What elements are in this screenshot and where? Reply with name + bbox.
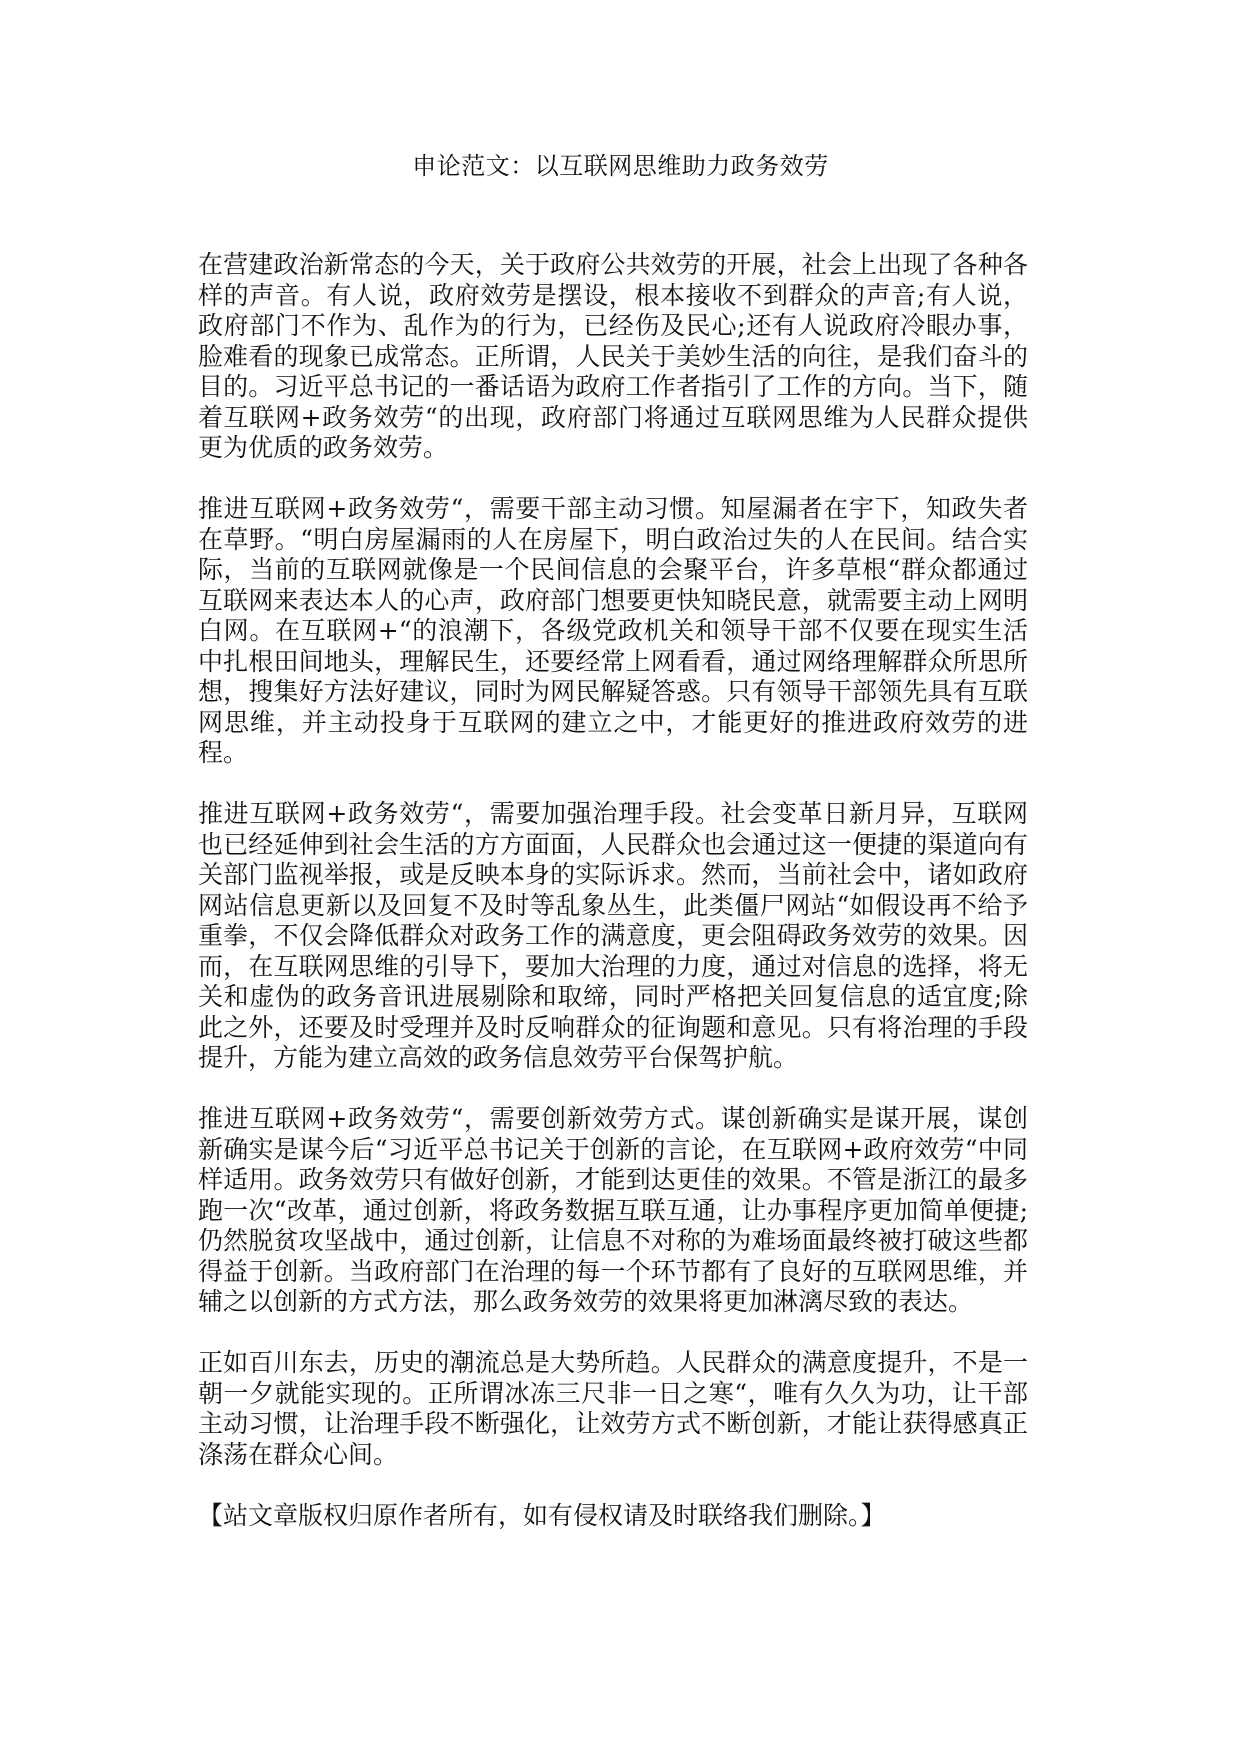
paragraph-cadre-adaptation: 推进互联网+政务效劳“，需要干部主动习惯。知屋漏者在宇下，知政失者在草野。“明白房屋漏雨的人在房屋下，明白政治过失的人在民间。结合实际，当前的互联网就像是一个民间信息的会聚平台，许多草根“群众都通过互联网来表达本人的心声，政府部门想要更快知晓民意，就需要主动上网明白网。在互联网+“的浪潮下，各级党政机关和领导干部不仅要在现实生活中扎根田间地头，理解民生，还要经常上网看看，通过网络理解群众所思所想，搜集好方法好建议，同时为网民解疑答惑。只有领导干部领先具有互联网思维，并主动投身于互联网的建立之中，才能更好的推进政府效劳的进程。 (198, 494, 1028, 767)
page-title: 申论范文：以互联网思维助力政务效劳 (412, 152, 829, 180)
paragraph-governance: 推进互联网+政务效劳“，需要加强治理手段。社会变革日新月异，互联网也已经延伸到社会生活的方方面面，人民群众也会通过这一便捷的渠道向有关部门监视举报，或是反映本身的实际诉求。然而，当前社会中，诸如政府网站信息更新以及回复不及时等乱象丛生，此类僵尸网站“如假设再不给予重拳，不仅会降低群众对政务工作的满意度，更会阻碍政务效劳的效果。因而，在互联网思维的引导下，要加大治理的力度，通过对信息的选择，将无关和虚伪的政务音讯进展剔除和取缔，同时严格把关回复信息的适宜度;除此之外，还要及时受理并及时反响群众的征询题和意见。只有将治理的手段提升，方能为建立高效的政务信息效劳平台保驾护航。 (198, 799, 1028, 1072)
paragraph-innovation: 推进互联网+政务效劳“，需要创新效劳方式。谋创新确实是谋开展，谋创新确实是谋今后“习近平总书记关于创新的言论，在互联网+政府效劳“中同样适用。政务效劳只有做好创新，才能到达更佳的效果。不管是浙江的最多跑一次“改革，通过创新，将政务数据互联互通，让办事程序更加简单便捷;仍然脱贫攻坚战中，通过创新，让信息不对称的为难场面最终被打破这些都得益于创新。当政府部门在治理的每一个环节都有了良好的互联网思维，并辅之以创新的方式方法，那么政务效劳的效果将更加淋漓尽致的表达。 (198, 1104, 1028, 1316)
article-body (198, 250, 1028, 1562)
copyright-notice: 【站文章版权归原作者所有，如有侵权请及时联络我们删除。】 (198, 1500, 886, 1530)
paragraph-intro: 在营建政治新常态的今天，关于政府公共效劳的开展，社会上出现了各种各样的声音。有人说，政府效劳是摆设，根本接收不到群众的声音;有人说，政府部门不作为、乱作为的行为，已经伤及民心;还有人说政府冷眼办事，脸难看的现象已成常态。正所谓，人民关于美妙生活的向往，是我们奋斗的目的。习近平总书记的一番话语为政府工作者指引了工作的方向。当下，随着互联网+政务效劳“的出现，政府部门将通过互联网思维为人民群众提供更为优质的政务效劳。 (198, 250, 1028, 462)
paragraph-conclusion: 正如百川东去，历史的潮流总是大势所趋。人民群众的满意度提升，不是一朝一夕就能实现的。正所谓冰冻三尺非一日之寒“，唯有久久为功，让干部主动习惯，让治理手段不断强化，让效劳方式不断创新，才能让获得感真正涤荡在群众心间。 (198, 1348, 1028, 1469)
